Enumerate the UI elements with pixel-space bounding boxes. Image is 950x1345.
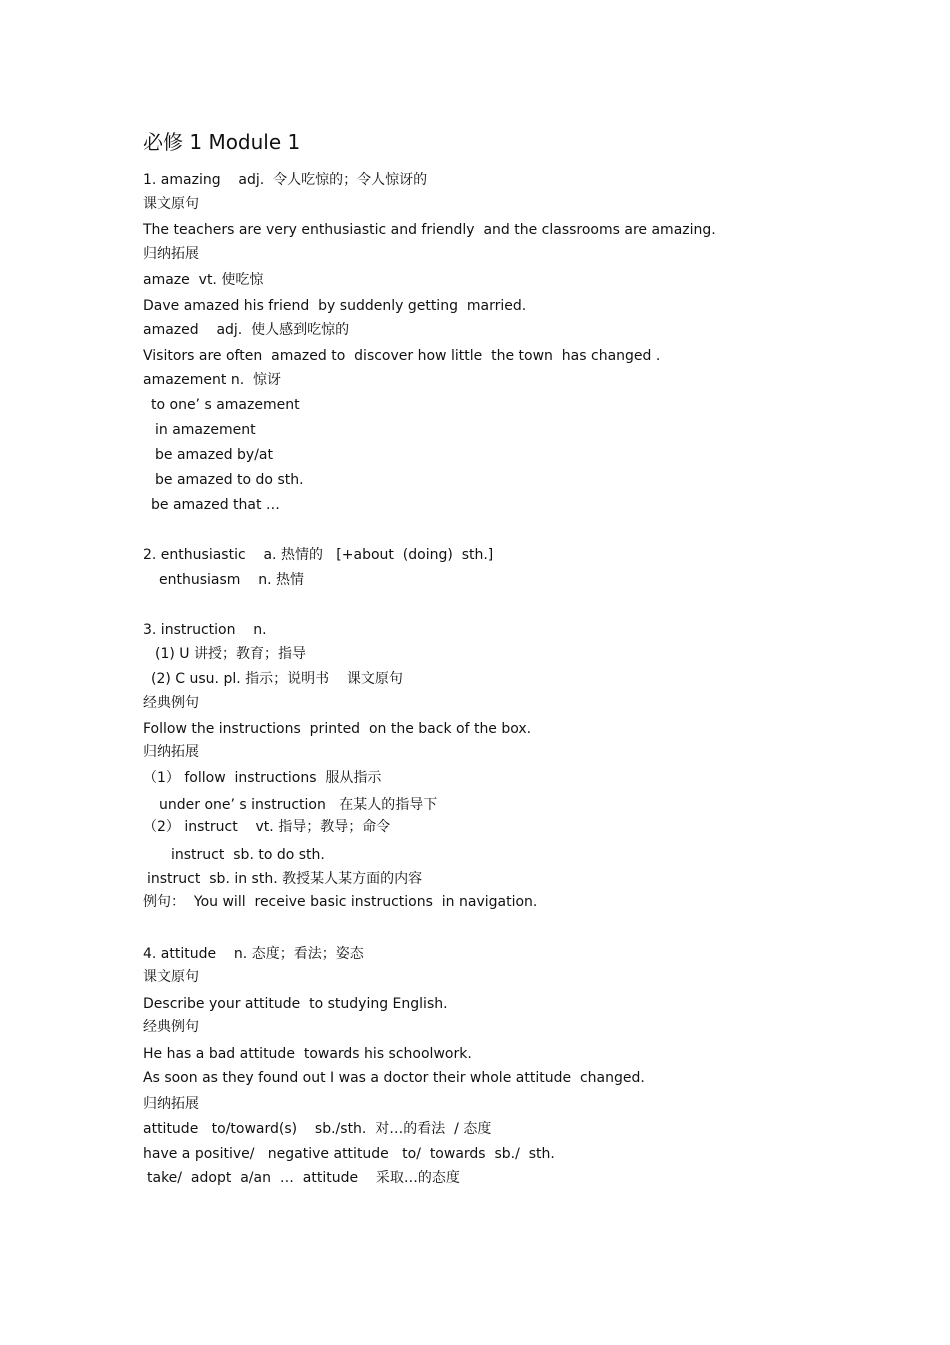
text-line: (2) C usu. pl. 指示；说明书 课文原句 xyxy=(151,671,403,687)
text-line: The teachers are very enthusiastic and friendly and the classrooms are amazing. xyxy=(143,222,716,238)
text-line: （2） instruct vt. 指导；教导；命令 xyxy=(143,819,391,835)
text-line: enthusiasm n. 热情 xyxy=(159,572,304,588)
text-line: be amazed to do sth. xyxy=(155,472,304,488)
section-label: 课文原句 xyxy=(143,969,199,985)
section-label: 经典例句 xyxy=(143,695,199,711)
text-line: amazement n. 惊讶 xyxy=(143,372,282,388)
text-line: be amazed that … xyxy=(151,497,280,513)
text-line: instruct sb. to do sth. xyxy=(171,847,325,863)
text-line: 例句： You will receive basic instructions in navigation. xyxy=(143,894,538,910)
section-label: 归纳拓展 xyxy=(143,1096,199,1112)
text-line: Visitors are often amazed to discover how little the town has changed . xyxy=(143,348,661,364)
text-line: amaze vt. 使吃惊 xyxy=(143,272,264,288)
text-line: be amazed by/at xyxy=(155,447,274,463)
entry-heading-instruction: 3. instruction n. xyxy=(143,622,267,638)
text-line: Describe your attitude to studying English. xyxy=(143,996,448,1012)
entry-heading-attitude: 4. attitude n. 态度；看法；姿态 xyxy=(143,946,364,962)
text-line: to one’ s amazement xyxy=(151,397,300,413)
text-line: take/ adopt a/an … attitude 采取…的态度 xyxy=(147,1170,460,1186)
text-line: As soon as they found out I was a doctor their whole attitude changed. xyxy=(143,1070,645,1086)
page-title: 必修 1 Module 1 xyxy=(143,130,301,154)
text-line: Follow the instructions printed on the back of the box. xyxy=(143,721,532,737)
text-line: amazed adj. 使人感到吃惊的 xyxy=(143,322,350,338)
section-label: 归纳拓展 xyxy=(143,744,199,760)
text-line: He has a bad attitude towards his schoolwork. xyxy=(143,1046,472,1062)
section-label: 课文原句 xyxy=(143,196,199,212)
entry-heading-enthusiastic: 2. enthusiastic a. 热情的 [+about (doing) sth.] xyxy=(143,547,494,563)
text-line: have a positive/ negative attitude to/ towards sb./ sth. xyxy=(143,1146,555,1162)
section-label: 归纳拓展 xyxy=(143,246,199,262)
text-line: under one’ s instruction 在某人的指导下 xyxy=(159,797,438,813)
text-line: instruct sb. in sth. 教授某人某方面的内容 xyxy=(147,871,423,887)
text-line: attitude to/toward(s) sb./sth. 对…的看法 / 态度 xyxy=(143,1121,492,1137)
section-label: 经典例句 xyxy=(143,1019,199,1035)
text-line: in amazement xyxy=(155,422,256,438)
text-line: （1） follow instructions 服从指示 xyxy=(143,770,382,786)
text-line: (1) U 讲授；教育；指导 xyxy=(155,646,306,662)
text-line: Dave amazed his friend by suddenly getting married. xyxy=(143,298,527,314)
entry-heading-amazing: 1. amazing adj. 令人吃惊的；令人惊讶的 xyxy=(143,172,428,188)
